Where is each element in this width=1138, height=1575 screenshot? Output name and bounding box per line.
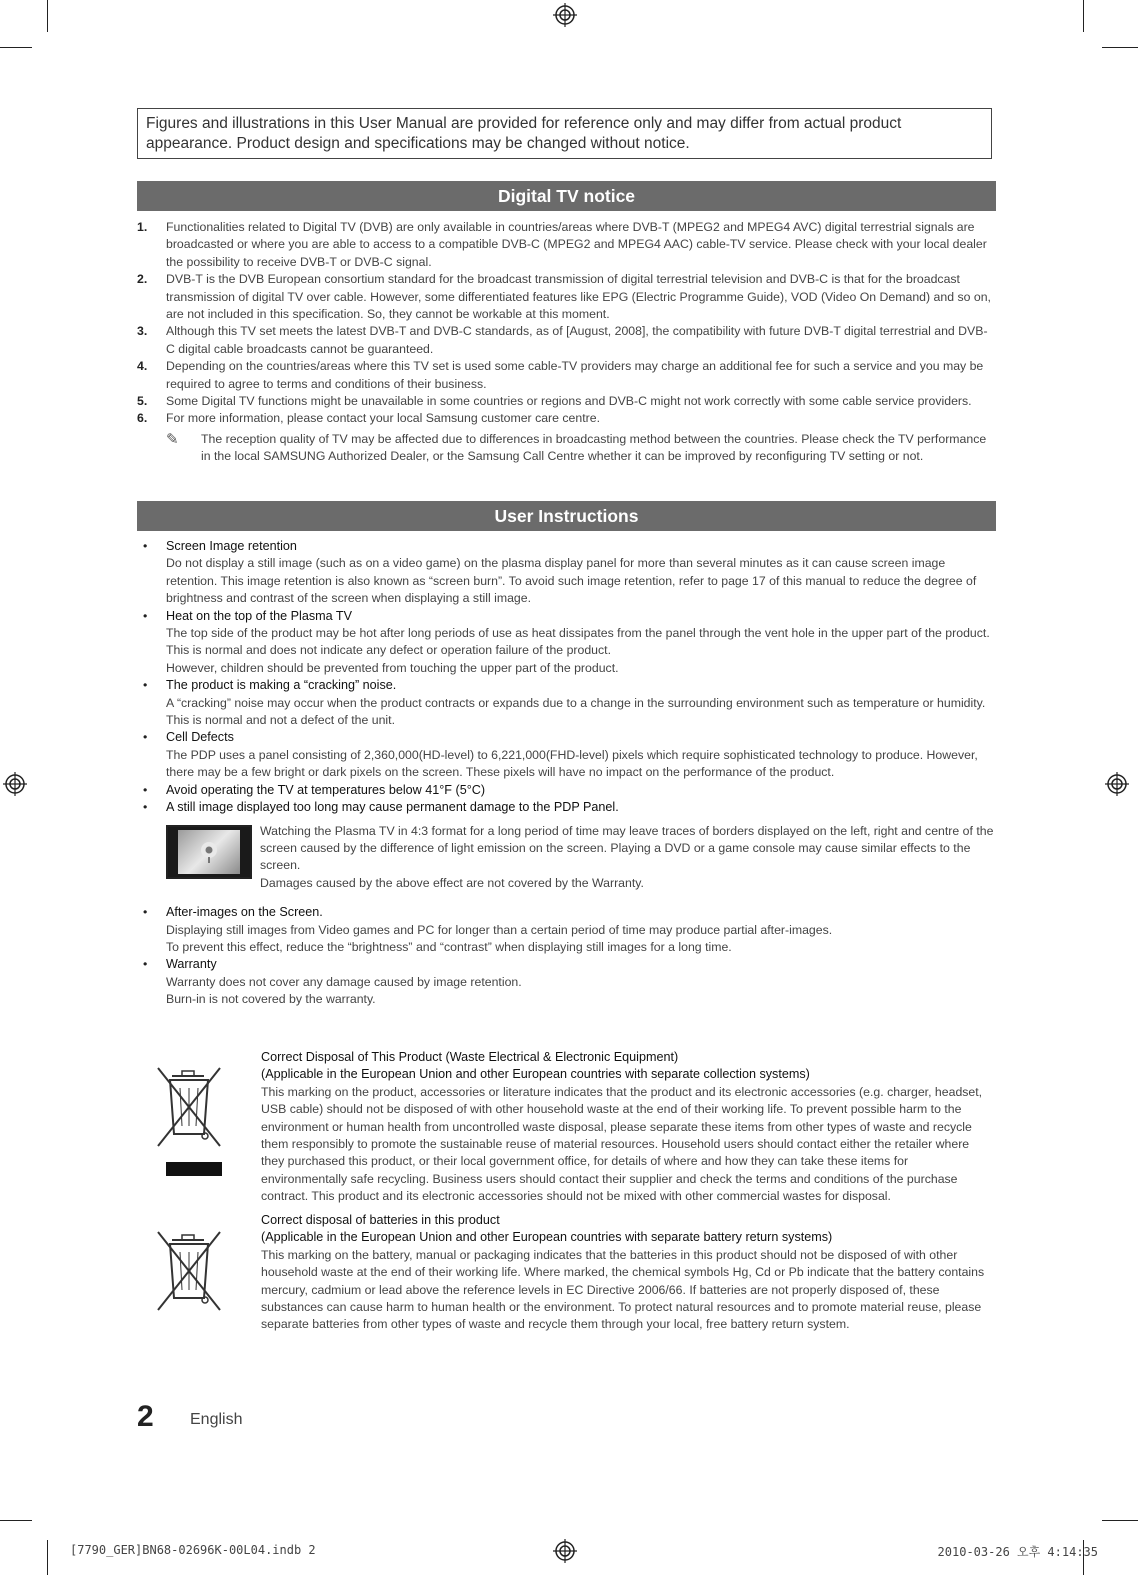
list-item	[137, 956, 994, 1008]
item-heading: Warranty	[166, 957, 217, 972]
item-text: The top side of the product may be hot after long periods of use as heat dissipates from the panel through the vent hole in the upper part of the product.	[166, 626, 990, 641]
bullet-icon: •	[143, 800, 148, 815]
list-item	[137, 677, 994, 729]
pencil-icon: ✎	[166, 430, 179, 448]
item-text: The PDP uses a panel consisting of 2,360,000(HD-level) to 6,221,000(FHD-level) pixels which require sophisticated technology to produce. However, there may be a few bright or dark pixels on the screen. These pixels will have no impact on the performance of the product.	[166, 747, 978, 780]
item-heading: Screen Image retention	[166, 539, 297, 553]
disclaimer-text: Figures and illustrations in this User Manual are provided for reference only and may differ from actual product appearance. Product design and specifications may be changed without notice.	[146, 115, 902, 152]
print-footer-right: 2010-03-26 오후 4:14:35	[937, 1545, 1098, 1559]
list-item	[137, 538, 994, 608]
item-text: Displaying still images from Video games and PC for longer than a certain period of time may produce partial after-images.	[166, 922, 833, 937]
item-text: However, children should be prevented from touching the upper part of the product.	[166, 660, 619, 675]
crop-mark	[1083, 0, 1084, 32]
item-text: A “cracking” noise may occur when the product contracts or expands due to a change in the surrounding environment such as temperature or humidity. This is normal and not a defect of the unit.	[166, 695, 986, 728]
list-item	[137, 729, 994, 781]
bullet-icon: •	[143, 678, 148, 693]
item-number: 2.	[137, 272, 148, 287]
item-text: Watching the Plasma TV in 4:3 format for a long period of time may leave traces of borders displayed on the left, right and centre of the screen caused by the difference of light emission on the screen. Playing a DVD or a game console may cause similar effects to the screen.	[260, 823, 994, 873]
section-title-digital-tv: Digital TV notice	[137, 181, 996, 211]
item-heading: A still image displayed too long may cause permanent damage to the PDP Panel.	[166, 800, 619, 815]
item-number: 3.	[137, 324, 148, 339]
list-item	[137, 904, 994, 956]
list-item	[137, 323, 992, 358]
item-heading: Avoid operating the TV at temperatures below 41°F (5°C)	[166, 782, 486, 797]
item-number: 6.	[137, 411, 148, 426]
item-text: Some Digital TV functions might be unavailable in some countries or regions and DVB-C might not work correctly with some cable service providers.	[166, 394, 972, 409]
note-text: The reception quality of TV may be affected due to differences in broadcasting method between the countries. Please check the TV performance in the local SAMSUNG Authorized Dealer, or the Samsung Call Centre whether it can be improved by reconfiguring TV setting or not.	[201, 431, 987, 464]
registration-mark-icon	[3, 772, 27, 796]
list-item	[137, 219, 992, 271]
list-item	[137, 782, 994, 799]
item-heading: Heat on the top of the Plasma TV	[166, 608, 352, 623]
weee-section	[137, 1049, 994, 1206]
flower-icon	[198, 839, 220, 863]
battery-subheading: (Applicable in the European Union and other European countries with separate battery return systems)	[261, 1230, 833, 1245]
item-text: Depending on the countries/areas where this TV set is used some cable-TV providers may charge an additional fee for such a service and you may be required to agree to terms and conditions of their business.	[166, 359, 984, 391]
registration-mark-icon	[1105, 772, 1129, 796]
list-item	[137, 608, 994, 678]
item-number: 1.	[137, 220, 148, 234]
item-number: 5.	[137, 394, 148, 409]
item-heading: After-images on the Screen.	[166, 905, 323, 920]
item-text: Warranty does not cover any damage caused by image retention.	[166, 974, 522, 989]
item-text: This is normal and does not indicate any defect or operation failure of the product.	[166, 643, 611, 658]
item-text: Burn-in is not covered by the warranty.	[166, 992, 376, 1007]
print-footer-left: [7790_GER]BN68-02696K-00L04.indb 2	[70, 1543, 316, 1557]
list-item	[137, 410, 992, 427]
weee-subheading: (Applicable in the European Union and other European countries with separate collection systems)	[261, 1067, 810, 1082]
item-heading: Cell Defects	[166, 730, 234, 745]
section-title-user-instructions: User Instructions	[137, 501, 996, 531]
bullet-icon: •	[143, 730, 148, 745]
page-language: English	[190, 1411, 243, 1428]
weee-heading: Correct Disposal of This Product (Waste Electrical & Electronic Equipment)	[261, 1050, 679, 1064]
bullet-icon: •	[143, 957, 148, 972]
note	[137, 431, 992, 466]
crop-mark	[1102, 47, 1138, 48]
page-number: 2	[137, 1400, 154, 1433]
crop-mark	[0, 1520, 32, 1521]
crop-mark	[47, 1540, 48, 1575]
list-item	[137, 358, 992, 393]
bullet-icon: •	[143, 608, 148, 623]
item-text: For more information, please contact your local Samsung customer care centre.	[166, 411, 600, 426]
weee-text: This marking on the product, accessories or literature indicates that the product and its electronic accessories (e.g. charger, headset, USB cable) should not be disposed of with other household waste at the end of their working life. To prevent possible harm to the environment or human health from uncontrolled waste disposal, please separate these items from other types of waste and recycle them responsibly to promote the sustainable reuse of material resources. Household users should contact either the retailer where they purchased this product, or their local government office, for details of where and how they can take these items for environmentally safe recycling. Business users should contact their supplier and check the terms and conditions of the purchase contract. This product and its electronic accessories should not be mixed with other commercial wastes for disposal.	[261, 1084, 983, 1204]
item-text: To prevent this effect, reduce the “brightness” and “contrast” when displaying still images for a long time.	[166, 939, 732, 954]
digital-tv-list	[137, 219, 992, 466]
crop-mark	[1102, 1520, 1138, 1521]
bullet-icon: •	[143, 539, 148, 553]
list-item	[137, 393, 992, 410]
item-heading: The product is making a “cracking” noise.	[166, 678, 397, 693]
item-text: Functionalities related to Digital TV (DVB) are only available in countries/areas where DVB-T (MPEG2 and MPEG4 AVC) digital terrestrial signals are broadcasted or where you are able to access to a compatible DVB-C (MPEG2 and MPEG4 AAC) cable-TV service. Please check with your local dealer the possibility to receive DVB-T or DVB-C signal.	[166, 220, 987, 269]
bullet-icon: •	[143, 782, 148, 797]
list-item	[137, 271, 992, 323]
battery-section	[137, 1212, 994, 1334]
registration-mark-icon	[553, 3, 577, 27]
disclaimer-box	[137, 108, 992, 159]
item-text: DVB-T is the DVB European consortium standard for the broadcast transmission of digital terrestrial television and DVB-C is that for the broadcast transmission of digital TV over cable. However, some differentiated features like EPG (Electric Programme Guide), VOD (Video On Demand) and so on, are not included in this specification. So, they cannot be workable at this moment.	[166, 272, 991, 322]
list-item	[137, 799, 994, 816]
registration-mark-icon	[553, 1539, 577, 1563]
battery-heading: Correct disposal of batteries in this product	[261, 1213, 500, 1227]
item-text: Although this TV set meets the latest DVB-T and DVB-C standards, as of [August, 2008], the compatibility with future DVB-T digital terrestrial and DVB-C digital cable broadcasts cannot be guaranteed.	[166, 324, 988, 356]
battery-text: This marking on the battery, manual or packaging indicates that the batteries in this product should not be disposed of with other household waste at the end of their working life. Where marked, the chemical symbols Hg, Cd or Pb indicate that the battery contains mercury, cadmium or lead above the reference levels in EC Directive 2006/66. If batteries are not properly disposed of, these substances can cause harm to human health or the environment. To protect natural resources and to promote material reuse, please separate batteries from other types of waste and recycle them through your local, free battery return system.	[261, 1247, 985, 1332]
crop-mark	[47, 0, 48, 32]
item-number: 4.	[137, 359, 148, 374]
crop-mark	[0, 47, 32, 48]
item-text: Damages caused by the above effect are not covered by the Warranty.	[260, 875, 644, 890]
item-text: Do not display a still image (such as on a video game) on the plasma display panel for more than several minutes as it can cause screen image retention. This image retention is also known as “screen burn”. To avoid such image retention, refer to page 17 of this manual to reduce the degree of brightness and contrast of the screen when displaying a still image.	[166, 556, 977, 606]
bullet-icon: •	[143, 905, 148, 920]
tv-retention-image	[166, 825, 252, 879]
still-image-detail	[137, 823, 994, 893]
user-instructions-list	[137, 538, 994, 1009]
